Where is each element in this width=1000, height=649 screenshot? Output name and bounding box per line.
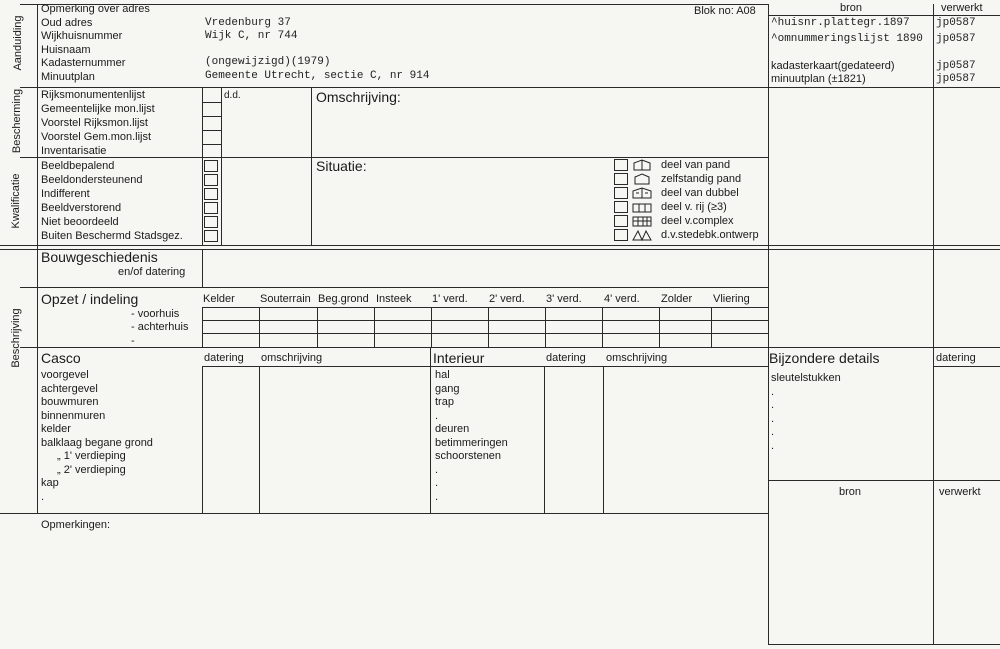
line-opzet-c2 (317, 307, 318, 347)
line-kwal-bottom-1 (0, 245, 1000, 246)
checkbox-deel-v-complex[interactable] (614, 215, 628, 227)
line-opzet-c1 (259, 307, 260, 347)
col-4-verd: 4' verd. (604, 293, 640, 305)
line-opzet-r2 (202, 320, 768, 321)
bijzondere-dot-1: . (771, 385, 775, 398)
bron-entry-4: minuutplan (±1821) (771, 73, 866, 85)
bron-header: bron (840, 2, 863, 14)
checkbox-deel-v-rij[interactable] (614, 201, 628, 213)
casco-heading: Casco (41, 350, 81, 366)
opzet-heading: Opzet / indeling (41, 291, 139, 307)
line-opzet-c4 (431, 307, 432, 347)
casco-achtergevel: achtergevel (41, 382, 98, 395)
interieur-omschrijving-label: omschrijving (606, 352, 668, 364)
opzet-row-achterhuis: - achterhuis (131, 321, 189, 333)
blok-number: Blok no: A08 (694, 5, 756, 17)
line-opzet-c8 (659, 307, 660, 347)
option-zelfstandig-pand: zelfstandig pand (661, 173, 742, 185)
checkbox-beeldbepalend[interactable] (204, 160, 218, 172)
interieur-gang: gang (435, 382, 460, 395)
en-of-datering-label: en/of datering (118, 266, 186, 278)
line-main-right (768, 4, 769, 644)
line-top-right (768, 15, 1000, 16)
option-deel-v-rij: deel v. rij (≥3) (661, 201, 727, 213)
house-double-icon (632, 187, 652, 199)
urban-design-icon (632, 229, 652, 241)
line-dd-col (311, 87, 312, 245)
checkbox-indifferent[interactable] (204, 188, 218, 200)
label-wijkhuisnummer: Wijkhuisnummer (41, 30, 123, 42)
line-casco-oms (259, 366, 260, 513)
line-opzet-c5 (488, 307, 489, 347)
line-label-col (202, 87, 203, 245)
verwerkt-header: verwerkt (941, 2, 983, 14)
interieur-items (435, 369, 508, 504)
situatie-options (661, 158, 759, 242)
bijzondere-dot-3: . (771, 412, 775, 425)
bijzondere-dot-4: . (771, 426, 775, 438)
casco-kap: kap (41, 477, 59, 489)
label-huisnaam: Huisnaam (41, 43, 91, 56)
option-deel-van-pand: deel van pand (661, 159, 731, 171)
casco-1-verdieping: „ 1' verdieping (57, 450, 126, 462)
option-deel-van-dubbel: deel van dubbel (661, 187, 739, 199)
label-voorstel-gemmonlijst: Voorstel Gem.mon.lijst (41, 131, 152, 143)
line-bs-r3 (202, 130, 222, 131)
opzet-row-voorhuis: - voorhuis (131, 308, 180, 320)
checkbox-beeldverstorend[interactable] (204, 202, 218, 214)
bron-entry-1: ^huisnr.plattegr.1897 (771, 17, 910, 29)
line-bron2-top (768, 480, 1000, 481)
bijzondere-items (771, 372, 841, 453)
dd-label: d.d. (224, 90, 241, 101)
line-opzet-c0 (202, 307, 203, 347)
line-bottom (768, 644, 1000, 645)
option-deel-v-complex: deel v.complex (661, 215, 734, 227)
label-gemeentelijke-monlijst: Gemeentelijke mon.lijst (41, 103, 155, 115)
value-wijkhuisnummer: Wijk C, nr 744 (205, 30, 298, 42)
line-interieur-left (430, 347, 431, 513)
label-voorstel-rijksmonlijst: Voorstel Rijksmon.lijst (41, 117, 148, 129)
label-beeldbepalend: Beeldbepalend (41, 160, 115, 172)
interieur-datering-label: datering (546, 352, 586, 364)
line-box-col (221, 87, 222, 245)
casco-dot: . (41, 490, 45, 503)
bijzondere-datering-label: datering (936, 352, 976, 364)
line-casco-head (202, 366, 768, 367)
value-oud-adres: Vredenburg 37 (205, 17, 291, 29)
label-indifferent: Indifferent (41, 188, 90, 200)
col-beg-grond: Beg.grond (318, 293, 369, 305)
casco-datering-label: datering (204, 352, 244, 364)
col-vliering: Vliering (713, 293, 750, 305)
interieur-schoorstenen: schoorstenen (435, 450, 502, 462)
col-3-verd: 3' verd. (546, 293, 582, 305)
line-opzet-c9 (711, 307, 712, 347)
bouwgeschiedenis-heading: Bouwgeschiedenis (41, 249, 158, 265)
line-bouw-label (202, 249, 203, 287)
interieur-dot-3: . (435, 477, 439, 489)
col-zolder: Zolder (661, 293, 693, 305)
line-bs-r2 (202, 116, 222, 117)
line-aanduiding-bottom (20, 87, 1000, 88)
casco-omschrijving-label: omschrijving (261, 352, 323, 364)
opzet-row-blank: - (131, 335, 135, 347)
option-stedebk-ontwerp: d.v.stedebk.ontwerp (661, 229, 759, 241)
checkbox-stedebk-ontwerp[interactable] (614, 229, 628, 241)
label-buiten-beschermd: Buiten Beschermd Stadsgez. (41, 230, 183, 242)
interieur-dot-2: . (435, 463, 439, 476)
label-inventarisatie: Inventarisatie (41, 145, 107, 157)
label-beeldondersteunend: Beeldondersteunend (41, 174, 143, 186)
interieur-dot-1: . (435, 409, 439, 422)
checkbox-niet-beoordeeld[interactable] (204, 216, 218, 228)
value-minuutplan: Gemeente Utrecht, sectie C, nr 914 (205, 70, 430, 82)
bescherming-labels (41, 88, 155, 158)
bijzondere-sleutelstukken: sleutelstukken (771, 372, 841, 384)
opmerkingen-label: Opmerkingen: (41, 519, 111, 531)
col-insteek: Insteek (376, 293, 412, 305)
verwerkt-entry-4: jp0587 (936, 73, 976, 85)
line-bs-r4 (202, 144, 222, 145)
col-1-verd: 1' verd. (432, 293, 468, 305)
label-opmerking-adres: Opmerking over adres (41, 3, 150, 15)
line-opzet-r1 (202, 307, 768, 308)
line-casco-bottom (0, 513, 768, 514)
situatie-heading: Situatie: (316, 158, 367, 174)
line-int-oms (603, 366, 604, 513)
bijzondere-dot-2: . (771, 399, 775, 411)
house-part-icon (632, 159, 652, 171)
interieur-betimmeringen: betimmeringen (435, 436, 508, 449)
line-section-col (37, 4, 38, 513)
section-beschrijving: Beschrijving (10, 308, 22, 368)
casco-binnenmuren: binnenmuren (41, 409, 106, 422)
section-aanduiding: Aanduiding (12, 15, 24, 71)
line-opzet-c3 (374, 307, 375, 347)
line-opzet-c6 (545, 307, 546, 347)
verwerkt-entry-3: jp0587 (936, 60, 976, 72)
section-bescherming: Bescherming (11, 88, 23, 154)
verwerkt-entry-1: jp0587 (936, 17, 976, 29)
casco-voorgevel: voorgevel (41, 369, 89, 381)
line-bs-r1 (202, 102, 222, 103)
section-kwalificatie: Kwalificatie (10, 173, 22, 229)
house-row-icon (632, 201, 652, 213)
line-verwerkt-col (933, 4, 934, 644)
label-rijksmonumentenlijst: Rijksmonumentenlijst (41, 89, 145, 101)
line-bouw-bottom (20, 287, 768, 288)
bron-header-lower: bron (839, 486, 862, 498)
casco-items (41, 369, 153, 504)
line-bijz-head (933, 366, 1000, 367)
checkbox-zelfstandig-pand[interactable] (614, 173, 628, 185)
line-casco-dat (202, 366, 203, 513)
casco-kelder: kelder (41, 423, 71, 435)
casco-balklaag: balklaag begane grond (41, 436, 153, 449)
bron-entry-2: ^omnummeringslijst 1890 (771, 33, 923, 45)
house-complex-icon (632, 215, 652, 227)
bijzondere-dot-5: . (771, 439, 775, 452)
casco-2-verdieping: „ 2' verdieping (57, 463, 126, 476)
bijzondere-heading: Bijzondere details (769, 350, 880, 366)
house-standalone-icon (632, 173, 652, 185)
label-minuutplan: Minuutplan (41, 70, 95, 83)
label-kadasternummer: Kadasternummer (41, 57, 126, 69)
interieur-hal: hal (435, 369, 450, 381)
verwerkt-entry-2: jp0587 (936, 33, 976, 45)
label-oud-adres: Oud adres (41, 16, 93, 29)
col-2-verd: 2' verd. (489, 293, 525, 305)
casco-bouwmuren: bouwmuren (41, 396, 99, 408)
line-opzet-c7 (602, 307, 603, 347)
col-souterrain: Souterrain (260, 293, 311, 305)
line-int-dat (544, 366, 545, 513)
aanduiding-labels (41, 3, 150, 84)
checkbox-deel-van-dubbel[interactable] (614, 187, 628, 199)
line-opzet-r3 (202, 333, 768, 334)
checkbox-deel-van-pand[interactable] (614, 159, 628, 171)
checkbox-beeldondersteunend[interactable] (204, 174, 218, 186)
col-kelder: Kelder (203, 293, 235, 305)
interieur-trap: trap (435, 396, 454, 408)
kwalificatie-labels (41, 159, 183, 243)
omschrijving-heading: Omschrijving: (316, 89, 401, 105)
interieur-deuren: deuren (435, 423, 470, 435)
label-beeldverstorend: Beeldverstorend (41, 202, 122, 214)
interieur-heading: Interieur (433, 350, 485, 366)
bron-entry-3: kadasterkaart(gedateerd) (771, 60, 895, 72)
verwerkt-header-lower: verwerkt (939, 486, 981, 498)
checkbox-buiten-beschermd[interactable] (204, 230, 218, 242)
label-niet-beoordeeld: Niet beoordeeld (41, 216, 119, 228)
value-kadasternummer: (ongewijzigd)(1979) (205, 56, 331, 68)
interieur-dot-4: . (435, 490, 439, 503)
line-opzet-bottom (20, 347, 1000, 348)
